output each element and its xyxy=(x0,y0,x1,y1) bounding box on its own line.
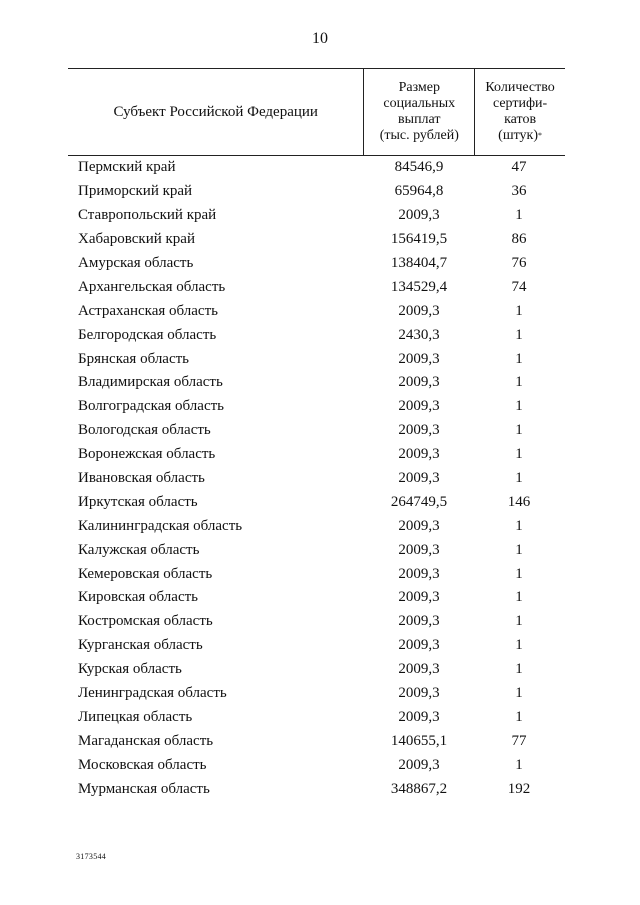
table-row xyxy=(68,347,565,371)
row-payment: 2009,3 xyxy=(398,446,440,463)
row-payment: 65964,8 xyxy=(394,183,444,200)
row-payment: 2009,3 xyxy=(398,756,440,773)
header-payment-line: социальных xyxy=(383,96,456,111)
row-payment: 2009,3 xyxy=(398,207,440,224)
row-count: 1 xyxy=(515,422,523,439)
row-subject: Иркутская область xyxy=(78,493,198,510)
header-count-line: Количество xyxy=(485,80,555,95)
row-payment: 2009,3 xyxy=(398,398,440,415)
row-subject: Астраханская область xyxy=(78,302,218,319)
row-subject: Вологодская область xyxy=(78,422,211,439)
row-payment: 2009,3 xyxy=(398,685,440,702)
row-subject: Курская область xyxy=(78,661,182,678)
row-count: 1 xyxy=(515,207,523,224)
row-subject: Архангельская область xyxy=(78,278,226,295)
row-subject: Ленинградская область xyxy=(78,685,227,702)
row-subject: Пермский край xyxy=(78,159,176,176)
table-row xyxy=(68,658,565,682)
table-row xyxy=(68,753,565,777)
table-header-row xyxy=(68,69,565,156)
row-payment: 348867,2 xyxy=(390,780,448,797)
row-count: 47 xyxy=(511,159,527,176)
row-subject: Приморский край xyxy=(78,183,193,200)
row-count: 1 xyxy=(515,302,523,319)
row-count: 1 xyxy=(515,446,523,463)
row-count: 1 xyxy=(515,565,523,582)
row-payment: 2009,3 xyxy=(398,541,440,558)
row-count: 1 xyxy=(515,374,523,391)
header-count xyxy=(475,69,565,155)
row-count: 192 xyxy=(507,780,531,797)
row-payment: 2009,3 xyxy=(398,708,440,725)
row-count: 1 xyxy=(515,637,523,654)
row-subject: Кировская область xyxy=(78,589,199,606)
table-row xyxy=(68,275,565,299)
row-payment: 2009,3 xyxy=(398,302,440,319)
header-count-line: (штук) xyxy=(498,128,538,143)
table-row xyxy=(68,228,565,252)
footnote-mark: * xyxy=(538,131,542,140)
header-count-line: сертифи- xyxy=(492,96,548,111)
row-subject: Хабаровский край xyxy=(78,231,195,248)
row-subject: Владимирская область xyxy=(78,374,223,391)
row-payment: 2009,3 xyxy=(398,374,440,391)
row-payment: 2009,3 xyxy=(398,637,440,654)
table-row xyxy=(68,252,565,276)
row-subject: Мурманская область xyxy=(78,780,210,797)
row-count: 36 xyxy=(511,183,527,200)
table-row xyxy=(68,634,565,658)
table-row xyxy=(68,419,565,443)
row-payment: 2009,3 xyxy=(398,661,440,678)
page-number: 10 xyxy=(312,30,328,47)
row-subject: Калининградская область xyxy=(78,517,243,534)
row-subject: Магаданская область xyxy=(78,732,214,749)
row-subject: Костромская область xyxy=(78,613,213,630)
row-subject: Амурская область xyxy=(78,255,194,271)
table-row xyxy=(68,562,565,586)
row-payment: 264749,5 xyxy=(390,493,448,510)
table-row xyxy=(68,299,565,323)
table-row xyxy=(68,705,565,729)
row-payment: 156419,5 xyxy=(390,231,448,248)
row-count: 77 xyxy=(511,732,527,749)
row-count: 86 xyxy=(511,231,527,248)
row-subject: Калужская область xyxy=(78,541,200,558)
row-count: 146 xyxy=(507,493,531,510)
table-row xyxy=(68,729,565,753)
row-payment: 2009,3 xyxy=(398,350,440,367)
row-payment: 140655,1 xyxy=(390,732,448,749)
row-count: 1 xyxy=(515,470,523,487)
row-count: 74 xyxy=(511,278,527,295)
header-payment-line: выплат xyxy=(398,112,441,127)
table-row xyxy=(68,371,565,395)
header-subject: Субъект Российской Федерации xyxy=(68,69,364,155)
table-row xyxy=(68,682,565,706)
row-count: 1 xyxy=(515,613,523,630)
row-payment: 2009,3 xyxy=(398,589,440,606)
table-row xyxy=(68,777,565,801)
table-row xyxy=(68,156,565,180)
header-payment-line: Размер xyxy=(398,80,440,95)
row-count: 1 xyxy=(515,541,523,558)
row-subject: Брянская область xyxy=(78,350,190,367)
row-subject: Курганская область xyxy=(78,637,203,654)
row-count: 1 xyxy=(515,708,523,725)
row-subject: Ивановская область xyxy=(78,470,205,487)
table-row xyxy=(68,323,565,347)
table-body xyxy=(68,156,565,801)
document-code: 3173544 xyxy=(76,852,107,861)
row-subject: Волгоградская область xyxy=(78,398,224,415)
row-payment: 2009,3 xyxy=(398,470,440,487)
table-row xyxy=(68,514,565,538)
row-count: 1 xyxy=(515,661,523,678)
row-count: 1 xyxy=(515,685,523,702)
table-row xyxy=(68,490,565,514)
row-payment: 2009,3 xyxy=(398,517,440,534)
header-payment-line: (тыс. рублей) xyxy=(379,128,459,143)
subsidy-table xyxy=(68,68,565,797)
row-payment: 2430,3 xyxy=(398,326,440,343)
table-row xyxy=(68,610,565,634)
row-subject: Липецкая область xyxy=(78,708,193,725)
header-count-line: катов xyxy=(504,112,537,127)
table-row xyxy=(68,204,565,228)
row-subject: Кемеровская область xyxy=(78,565,213,582)
row-count: 1 xyxy=(515,398,523,415)
row-subject: Ставропольский край xyxy=(78,207,217,224)
row-count: 1 xyxy=(515,589,523,606)
row-payment: 2009,3 xyxy=(398,565,440,582)
table-row xyxy=(68,467,565,491)
header-payment xyxy=(364,69,475,155)
table-row xyxy=(68,443,565,467)
row-subject: Белгородская область xyxy=(78,326,217,343)
row-count: 1 xyxy=(515,326,523,343)
table-row xyxy=(68,180,565,204)
row-count: 1 xyxy=(515,517,523,534)
row-count: 1 xyxy=(515,350,523,367)
row-subject: Московская область xyxy=(78,756,207,773)
table-row xyxy=(68,586,565,610)
row-payment: 134529,4 xyxy=(390,278,448,295)
table-row xyxy=(68,538,565,562)
row-payment: 84546,9 xyxy=(394,159,444,176)
row-count: 1 xyxy=(515,756,523,773)
row-payment: 2009,3 xyxy=(398,422,440,439)
table-row xyxy=(68,395,565,419)
row-count: 76 xyxy=(511,255,527,271)
row-subject: Воронежская область xyxy=(78,446,216,463)
row-payment: 138404,7 xyxy=(390,255,448,271)
row-payment: 2009,3 xyxy=(398,613,440,630)
